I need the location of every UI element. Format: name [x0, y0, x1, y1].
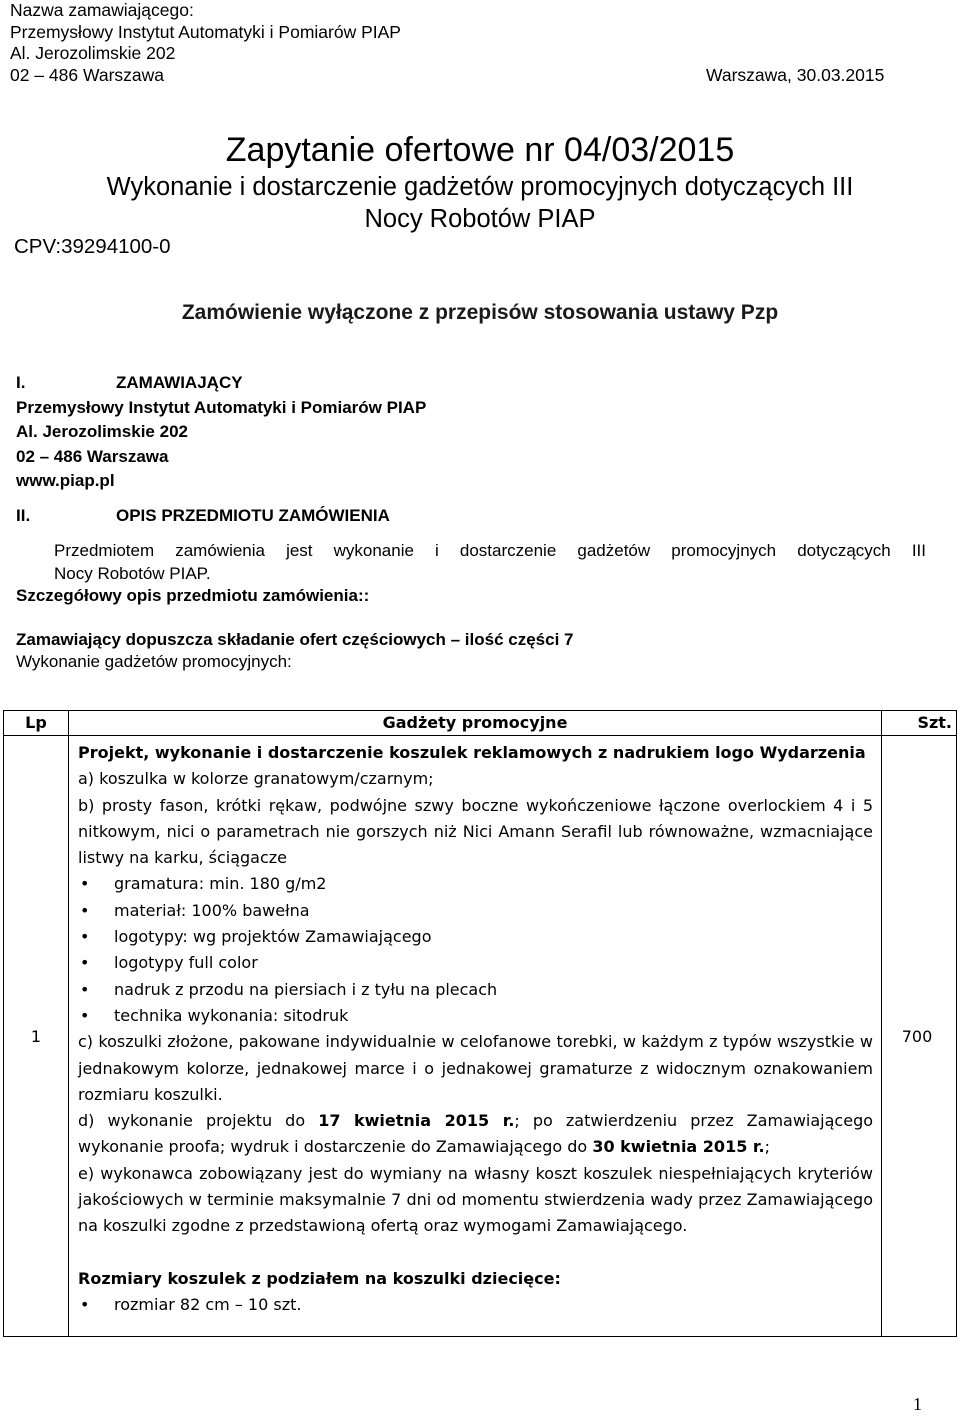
subject-line-1: Przedmiotem zamówienia jest wykonanie i dostarczenie gadżetów promocyjnych dotyczących III	[54, 541, 926, 560]
section1-street: Al. Jerozolimskie 202	[16, 422, 188, 441]
row-qty: 700	[882, 736, 957, 1337]
section1-heading	[16, 371, 426, 396]
list-item: • nadruk z przodu na piersiach i z tyłu na plecach	[78, 977, 873, 1003]
col-header-qty: Szt.	[882, 711, 957, 736]
bullet-icon: •	[80, 1005, 90, 1025]
list-item: • gramatura: min. 180 g/m2	[78, 871, 873, 897]
section2-heading	[16, 504, 390, 528]
item-point-a: a) koszulka w kolorze granatowym/czarnym;	[78, 769, 434, 789]
sizes-bullet-list	[78, 1292, 873, 1318]
col-header-lp: Lp	[4, 711, 69, 736]
section-contracting-party	[16, 371, 426, 494]
section1-institute: Przemysłowy Instytut Automatyki i Pomiarów PIAP	[16, 397, 427, 417]
section1-website: www.piap.pl	[16, 471, 115, 490]
item-point-e: e) wykonawca zobowiązany jest do wymiany na własny koszt koszulek niespełniających kryteriów jakościowych w terminie maksymalnie 7 dni od momentu stwierdzenia wady przez Zamawiającego na koszulki zgodne z przedstawioną ofertą oraz wymogami Zamawiającego.	[78, 1163, 873, 1236]
promo-label: Wykonanie gadżetów promocyjnych:	[16, 652, 292, 671]
section2-title: OPIS PRZEDMIOTU ZAMÓWIENIA	[116, 506, 390, 525]
bullet-icon: •	[80, 900, 90, 920]
bullet-icon: •	[80, 1294, 90, 1314]
item-point-d: d) wykonanie projektu do 17 kwietnia 2015 r.; po zatwierdzeniu przez Zamawiającego wykonanie proofa; wydruk i dostarczenie do Zamawiającego do 30 kwietnia 2015 r.;	[78, 1111, 874, 1157]
col-header-item: Gadżety promocyjne	[69, 711, 882, 736]
cpv-code: CPV:39294100-0	[14, 235, 171, 258]
document-title: Zapytanie ofertowe nr 04/03/2015	[225, 131, 735, 169]
list-item: • technika wykonania: sitodruk	[78, 1003, 873, 1029]
subtitle-line-2: Nocy Robotów PIAP	[364, 205, 596, 233]
header-city-date	[10, 65, 950, 87]
subtitle-line-1: Wykonanie i dostarczenie gadżetów promocyjnych dotyczących III	[106, 173, 854, 201]
section2-number: II.	[16, 506, 31, 525]
list-item: • logotypy: wg projektów Zamawiającego	[78, 924, 873, 950]
exclusion-notice: Zamówienie wyłączone z przepisów stosowania ustawy Pzp	[181, 301, 779, 324]
document-subtitle	[0, 171, 960, 235]
section1-title: ZAMAWIAJĄCY	[116, 373, 243, 392]
subject-paragraph	[54, 540, 926, 585]
bullet-icon: •	[80, 953, 90, 973]
bullet-icon: •	[80, 874, 90, 894]
item-title: Projekt, wykonanie i dostarczenie koszulek reklamowych z nadrukiem logo Wydarzenia	[78, 743, 866, 762]
document-header	[10, 0, 950, 86]
table-header-row	[4, 711, 957, 736]
page-number: 1	[913, 1394, 922, 1414]
list-item: • rozmiar 82 cm – 10 szt.	[78, 1292, 873, 1318]
item-point-c: c) koszulki złożone, pakowane indywidualnie w celofanowe torebki, w każdym z typów wszystkie w jednakowym kolorze, jednakowej marce i o jednakowej gramaturze z widocznym oznakowaniem rozmiaru koszulki.	[78, 1032, 873, 1104]
row-description	[69, 736, 882, 1337]
header-label: Nazwa zamawiającego:	[10, 0, 194, 20]
item-point-b: b) prosty fason, krótki rękaw, podwójne szwy boczne wykończeniowe łączone overlockiem 4 i 5 nitkowym, nici o parametrach nie gorszych niż Nici Amann Serafil lub równoważne, wzmacniające listwy na karku, ściągacze	[78, 795, 873, 868]
list-item: • logotypy full color	[78, 950, 873, 976]
section1-city: 02 – 486 Warszawa	[16, 446, 169, 466]
table-row	[4, 736, 957, 1337]
header-date: Warszawa, 30.03.2015	[706, 64, 885, 85]
partial-offers-note: Zamawiający dopuszcza składanie ofert częściowych – ilość części 7	[16, 630, 574, 649]
bullet-icon: •	[80, 927, 90, 947]
header-street: Al. Jerozolimskie 202	[10, 43, 176, 63]
detail-label: Szczegółowy opis przedmiotu zamówienia::	[16, 586, 370, 605]
spec-bullet-list	[78, 871, 873, 1029]
subject-line-2: Nocy Robotów PIAP.	[54, 563, 211, 583]
sizes-label: Rozmiary koszulek z podziałem na koszulki dziecięce:	[78, 1268, 561, 1288]
row-lp: 1	[4, 736, 69, 1337]
bullet-icon: •	[80, 979, 90, 999]
header-institute: Przemysłowy Instytut Automatyki i Pomiarów PIAP	[10, 21, 401, 42]
list-item: • materiał: 100% bawełna	[78, 898, 873, 924]
header-city: 02 – 486 Warszawa	[10, 64, 165, 85]
section1-number: I.	[16, 373, 26, 392]
gadgets-table	[3, 710, 957, 1337]
